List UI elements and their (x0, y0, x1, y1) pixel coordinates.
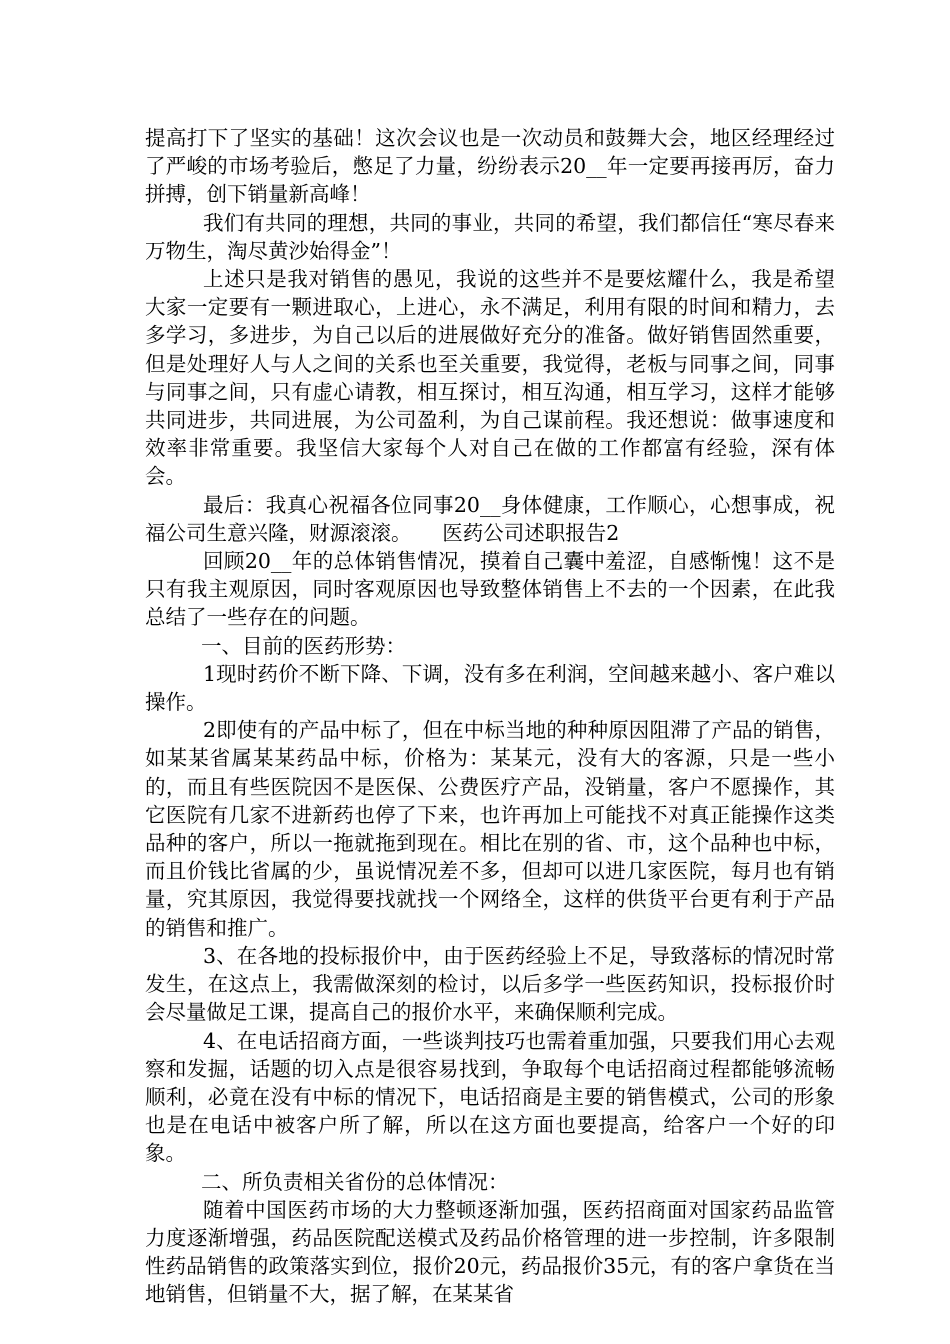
document-body (145, 124, 835, 1309)
paragraph-shared-ideals: 我们有共同的理想，共同的事业，共同的希望，我们都信任“寒尽春来万物生，淘尽黄沙始得金”！ (145, 210, 835, 263)
heading-current-situation: 一、目前的医药形势： (201, 633, 406, 658)
paragraph-point-4: 4、在电话招商方面，一些谈判技巧也需着重加强，只要我们用心去观察和发掘，话题的切入点是很容易找到，争取每个电话招商过程都能够流畅顺利，必竟在没有中标的情况下，电话招商是主要的销售模式，公司的形象也是在电话中被客户所了解，所以在这方面也要提高，给客户一个好的印象。 (145, 1028, 835, 1166)
paragraph-market-regulation: 随着中国医药市场的大力整顿逐渐加强，医药招商面对国家药品监管力度逐渐增强，药品医院配送模式及药品价格管理的进一步控制，许多限制性药品销售的政策落实到位，报价20元，药品报价35元，有的客户拿货在当地销售，但销量不大，据了解，在某某省 (145, 1197, 835, 1307)
paragraph-continuation: 提高打下了坚实的基础！这次会议也是一次动员和鼓舞大会，地区经理经过了严峻的市场考验后，憋足了力量，纷纷表示20__年一定要再接再厉，奋力拼搏，创下销量新高峰！ (145, 126, 835, 207)
paragraph-sales-views: 上述只是我对销售的愚见，我说的这些并不是要炫耀什么，我是希望大家一定要有一颗进取心，上进心，永不满足，利用有限的时间和精力，去多学习，多进步，为自己以后的进展做好充分的准备。做好销售固然重要，但是处理好人与人之间的关系也至关重要，我觉得，老板与同事之间，同事与同事之间，只有虚心请教，相互探讨，相互沟通，相互学习，这样才能够共同进步，共同进展，为公司盈利，为自己谋前程。我还想说：做事速度和效率非常重要。我坚信大家每个人对自己在做的工作都富有经验，深有体会。 (145, 267, 835, 489)
paragraph-point-1: 1现时药价不断下降、下调，没有多在利润，空间越来越小、客户难以操作。 (145, 661, 835, 715)
paragraph-review: 回顾20__年的总体销售情况，摸着自己囊中羞涩，自感惭愧！这不是只有我主观原因，同时客观原因也导致整体销售上不去的一个因素，在此我总结了一些存在的问题。 (145, 549, 835, 630)
heading-provinces: 二、所负责相关省份的总体情况： (201, 1169, 509, 1194)
paragraph-point-2: 2即使有的产品中标了，但在中标当地的种种原因阻滞了产品的销售，如某某省属某某药品中标，价格为：某某元，没有大的客源，只是一些小的，而且有些医院因不是医保、公费医疗产品，没销量，客户不愿操作，其它医院有几家不进新药也停了下来，也许再加上可能找不对真正能操作这类品种的客户，所以一拖就拖到现在。相比在别的省、市，这个品种也中标，而且价钱比省属的少，虽说情况差不多，但却可以进几家医院，每月也有销量，究其原因，我觉得要找就找一个网络全，这样的供货平台更有利于产品的销售和推广。 (145, 718, 835, 940)
paragraph-point-3: 3、在各地的投标报价中，由于医药经验上不足，导致落标的情况时常发生，在这点上，我需做深刻的检讨，以后多学一些医药知识，投标报价时会尽量做足工课，提高自己的报价水平，来确保顺利完成。 (145, 943, 835, 1025)
paragraph-closing-wishes: 最后：我真心祝福各位同事20__身体健康，工作顺心，心想事成，祝福公司生意兴隆，财源滚滚。 医药公司述职报告2 (145, 492, 835, 545)
